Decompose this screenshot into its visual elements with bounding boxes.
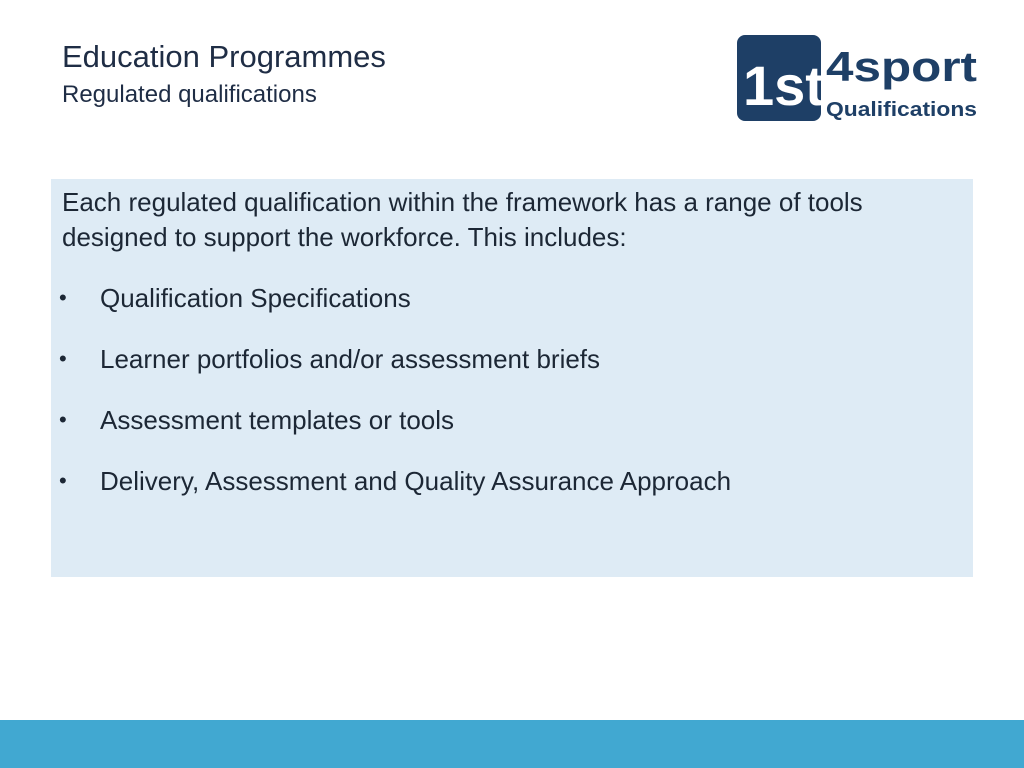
page-title: Education Programmes: [62, 39, 386, 74]
content-box: [51, 179, 973, 577]
page-subtitle: Regulated qualifications: [62, 81, 317, 108]
bullet-icon: •: [59, 407, 67, 432]
bullet-icon: •: [59, 285, 67, 310]
footer-band: [0, 720, 1024, 768]
list-item-text: Delivery, Assessment and Quality Assurance Approach: [100, 466, 732, 496]
bullet-icon: •: [59, 346, 67, 371]
logo-qualifications-text: Qualifications: [826, 99, 977, 121]
logo-4sport-text: 4sport: [826, 43, 978, 90]
list-item-text: Qualification Specifications: [100, 283, 411, 313]
logo-1st-text: 1st: [743, 54, 824, 117]
list-item-text: Assessment templates or tools: [100, 405, 455, 435]
bullet-icon: •: [59, 468, 67, 493]
intro-text: Each regulated qualification within the framework has a range of tools designed to support the workforce. This includes:: [62, 187, 863, 252]
brand-logo: [737, 35, 982, 121]
list-item-text: Learner portfolios and/or assessment briefs: [100, 344, 601, 374]
